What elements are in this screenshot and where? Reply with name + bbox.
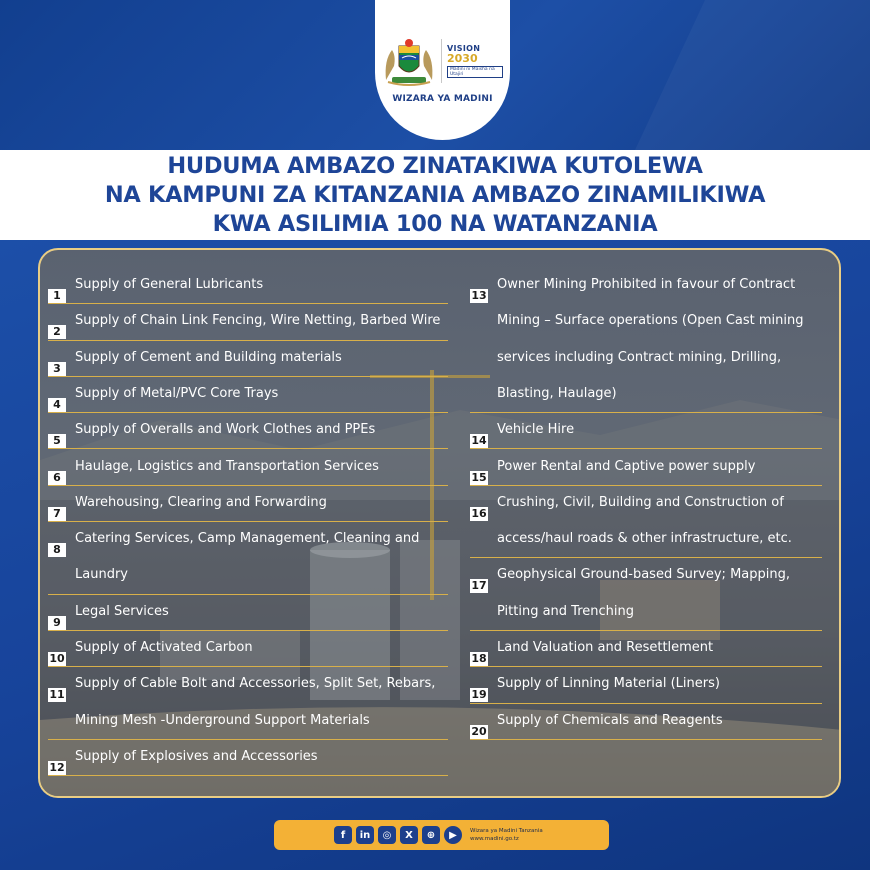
service-item — [48, 521, 448, 595]
title-line-3: KWA ASILIMIA 100 NA WATANZANIA — [212, 210, 658, 237]
service-line — [470, 449, 822, 485]
service-line — [470, 557, 822, 593]
service-text: Blasting, Haulage) — [497, 385, 617, 401]
service-line — [48, 376, 448, 412]
vision-label: VISION — [447, 44, 481, 53]
service-text: Supply of Cement and Building materials — [75, 349, 342, 365]
service-number: 2 — [48, 325, 66, 339]
vision-2030-logo — [441, 39, 503, 83]
service-line — [48, 340, 448, 376]
service-item — [48, 594, 448, 631]
service-text: Owner Mining Prohibited in favour of Contract — [497, 277, 796, 292]
service-number: 9 — [48, 616, 66, 630]
linkedin-icon[interactable]: in — [356, 826, 374, 844]
service-number: 7 — [48, 507, 66, 521]
service-text: Vehicle Hire — [497, 422, 575, 438]
footer-text — [470, 827, 543, 843]
service-item — [48, 376, 448, 413]
service-number: 15 — [471, 470, 487, 484]
service-line — [48, 703, 448, 739]
service-text: Laundry — [75, 567, 128, 583]
logo-tab — [375, 0, 510, 140]
title-line-2: NA KAMPUNI ZA KITANZANIA AMBAZO ZINAMILIKIWA — [104, 181, 766, 208]
service-line — [48, 739, 448, 775]
service-text: Power Rental and Captive power supply — [497, 458, 756, 474]
service-number: 6 — [48, 471, 66, 485]
service-line — [48, 666, 448, 702]
service-number: 20 — [471, 724, 487, 738]
service-number: 18 — [471, 652, 487, 665]
youtube-icon[interactable]: ▶ — [444, 826, 462, 844]
service-item — [470, 666, 822, 703]
service-line — [470, 376, 822, 412]
service-item — [470, 449, 822, 486]
facebook-icon[interactable]: f — [334, 826, 352, 844]
service-line — [470, 630, 822, 666]
service-text: Supply of Explosives and Accessories — [75, 748, 318, 764]
service-line — [48, 303, 448, 339]
services-card — [38, 248, 841, 798]
service-number: 3 — [48, 362, 66, 376]
service-item — [470, 703, 822, 740]
service-line — [470, 485, 822, 521]
service-text: Warehousing, Clearing and Forwarding — [75, 494, 327, 510]
service-line — [48, 630, 448, 666]
footer-bar — [274, 820, 609, 850]
x-icon[interactable]: X — [400, 826, 418, 844]
service-line — [470, 303, 822, 339]
service-text: Land Valuation and Resettlement — [497, 640, 714, 655]
service-item — [48, 739, 448, 776]
service-line — [48, 412, 448, 448]
service-number: 1 — [48, 289, 66, 303]
service-line — [470, 267, 822, 303]
service-item — [48, 666, 448, 740]
ministry-name: WIZARA YA MADINI — [392, 94, 493, 104]
service-text: Mining Mesh -Underground Support Materials — [75, 712, 370, 728]
service-text: Supply of Metal/PVC Core Trays — [75, 385, 279, 401]
service-item — [48, 485, 448, 522]
service-text: Mining – Surface operations (Open Cast mining — [497, 313, 804, 329]
service-number: 16 — [471, 506, 487, 520]
service-text: Legal Services — [75, 603, 169, 619]
service-line — [48, 521, 448, 557]
instagram-icon[interactable]: ◎ — [378, 826, 396, 844]
coat-of-arms-icon — [382, 36, 436, 86]
service-item — [48, 267, 448, 304]
service-line — [470, 666, 822, 702]
title-line-1: HUDUMA AMBAZO ZINATAKIWA KUTOLEWA — [167, 152, 703, 179]
service-item — [470, 267, 822, 413]
footer-website[interactable]: www.madini.go.tz — [470, 836, 519, 842]
service-number: 17 — [471, 579, 487, 593]
service-text: Supply of Chain Link Fencing, Wire Netting, Barbed Wire — [75, 313, 441, 329]
title-band — [0, 150, 870, 240]
service-text: services including Contract mining, Drilling, — [497, 349, 782, 365]
service-text: Supply of Linning Material (Liners) — [497, 676, 720, 692]
service-line — [470, 412, 822, 448]
service-text: Crushing, Civil, Building and Construction of — [497, 494, 784, 510]
service-number: 13 — [471, 289, 487, 302]
service-item — [470, 412, 822, 449]
service-number: 8 — [48, 543, 66, 557]
service-item — [48, 303, 448, 340]
service-line — [48, 449, 448, 485]
service-text: Geophysical Ground-based Survey; Mapping, — [497, 567, 790, 583]
service-line — [48, 485, 448, 521]
service-number: 11 — [49, 688, 65, 702]
service-text: Catering Services, Camp Management, Cleaning and — [75, 531, 420, 547]
service-item — [470, 630, 822, 667]
service-text: Supply of Chemicals and Reagents — [497, 712, 723, 728]
service-text: access/haul roads & other infrastructure, etc. — [497, 531, 792, 547]
service-item — [470, 485, 822, 559]
vision-tagline: Madini ni Maisha na Utajiri — [447, 66, 503, 78]
footer-handle: Wizara ya Madini Tanzania — [470, 828, 543, 834]
service-text: Supply of Cable Bolt and Accessories, Split Set, Rebars, — [75, 676, 436, 692]
service-item — [48, 449, 448, 486]
service-line — [470, 340, 822, 376]
vision-year: 2030 — [447, 52, 478, 65]
service-text: Haulage, Logistics and Transportation Services — [75, 458, 379, 474]
service-number: 12 — [49, 760, 65, 774]
service-item — [470, 557, 822, 631]
service-item — [48, 630, 448, 667]
service-line — [48, 267, 448, 303]
logo-row — [382, 36, 503, 86]
service-number: 10 — [49, 652, 65, 665]
service-text: Supply of Activated Carbon — [75, 640, 253, 655]
service-line — [48, 594, 448, 630]
service-text: Supply of General Lubricants — [75, 277, 264, 292]
service-number: 5 — [48, 434, 66, 448]
service-number: 14 — [471, 434, 487, 448]
service-line — [48, 557, 448, 593]
service-line — [470, 703, 822, 739]
service-item — [48, 340, 448, 377]
service-line — [470, 594, 822, 630]
service-item — [48, 412, 448, 449]
service-number: 4 — [48, 398, 66, 412]
service-number: 19 — [471, 688, 487, 702]
globe-icon[interactable]: ⊕ — [422, 826, 440, 844]
service-line — [470, 521, 822, 557]
service-text: Pitting and Trenching — [497, 603, 635, 619]
service-text: Supply of Overalls and Work Clothes and PPEs — [75, 422, 376, 438]
